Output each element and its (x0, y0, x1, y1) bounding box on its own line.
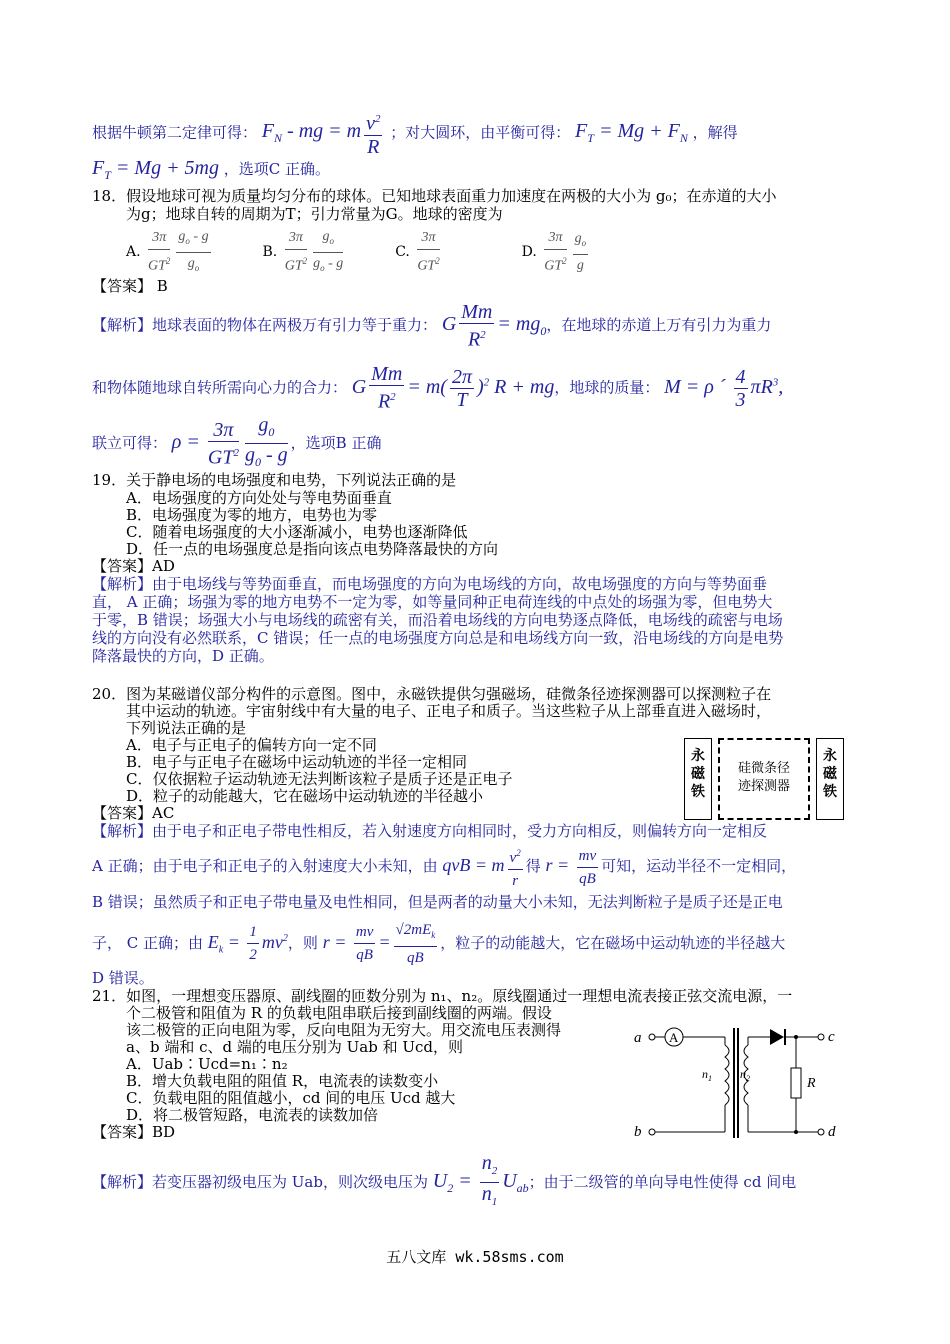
q18-exp3b: ，选项B 正确 (290, 434, 382, 453)
q18-eq-equator: G $\frac{Mm}{R^2}$ = m( $\frac{2\pi}{T}$ )$^2$ R + mg (351, 363, 555, 413)
magnet-left-char: 永 (691, 748, 705, 764)
q20-exp4c: ，粒子的动能越大，它在磁场中运动轨迹的半径越大 (440, 934, 786, 952)
q17-text: 根据牛顿第二定律可得： (92, 123, 258, 142)
q18-option-d[interactable]: D. $\frac{3\pi}{GT^2}$ $\frac{g_o}{g}$ (522, 244, 592, 260)
q21-option-c[interactable]: C．负载电阻的阻值越小，cd 间的电压 Ucd 越大 (126, 1089, 456, 1107)
terminal-c (818, 1034, 824, 1040)
q20-option-a[interactable]: A．电子与正电子的偏转方向一定不同 (126, 736, 377, 754)
q17-line1 (92, 108, 738, 158)
q20-stem1: 20．图为某磁谱仪部分构件的示意图。图中，永磁铁提供匀强磁场，硅微条径迹探测器可以探测粒子在 (92, 685, 772, 703)
q17-line2 (92, 158, 330, 185)
q18-exp-tag: 【解析】 (92, 316, 153, 334)
n2-label: $n_2$ (740, 1067, 750, 1083)
q18-eq-density: ρ = $\frac{3\pi}{GT^2}$ $\frac{g_0}{g_0 - g}$ (171, 414, 288, 469)
q20-eq-energy: $E_k$ = $\frac{1}{2}$ $mv^2$ (208, 932, 288, 952)
q18-stem1: 18．假设地球可视为质量均匀分布的球体。已知地球表面重力加速度在两极的大小为 g₀；在赤道的大小 (92, 187, 777, 205)
q17-eq2: $F_T = Mg + F_N$ (575, 120, 688, 146)
q18-option-b[interactable]: B. $\frac{3\pi}{GT^2}$ $\frac{g_o}{g_o - g}$ (263, 244, 351, 260)
magnet-left-char: 磁 (691, 766, 705, 782)
q20-exp4a: 子， C 正确；由 (92, 934, 204, 952)
q20-eq-radius: r = $\frac{mv}{qB}$ (546, 855, 602, 875)
terminal-d (818, 1129, 824, 1135)
q18-opt-b-label: B. (262, 244, 278, 261)
magnet-right (816, 738, 844, 820)
q17-text: ；对大圆环，由平衡可得： (390, 123, 571, 142)
q19-option-b[interactable]: B．电场强度为零的地方，电势也为零 (126, 506, 378, 524)
q19-stem: 19．关于静电场的电场强度和电势，下列说法正确的是 (92, 471, 457, 489)
q21-stem1: 21．如图，一理想变压器原、副线圈的匝数分别为 n₁、n₂。原线圈通过一理想电流表接正弦交流电源，一 (92, 987, 793, 1005)
q19-answer: 【答案】AD (92, 557, 175, 575)
q19-exp2: 直， A 正确；场强为零的地方电势不一定为零，如等量同种正电荷连线的中点处的场强为零，但电势大 (92, 593, 773, 611)
terminal-a-label: a (634, 1030, 642, 1046)
q18-exp2-text: 和物体随地球自转所需向心力的合力： (92, 378, 348, 397)
magnet-right-char: 铁 (823, 784, 837, 800)
q19-exp5: 降落最快的方向，D 正确。 (92, 647, 274, 665)
q20-option-b[interactable]: B．电子与正电子在磁场中运动轨迹的半径一定相同 (126, 753, 468, 771)
q19-exp3: 于零，B 错误；场强大小与电场线的疏密有关，而沿着电场线的方向电势逐点降低，电场线的疏密与电场 (92, 611, 783, 629)
q18-answer: 【答案】 B (92, 277, 168, 295)
q20-eq-lorentz: qvB = m $\frac{v^2}{r}$ (442, 855, 525, 875)
terminal-a (649, 1034, 655, 1040)
n1-label: $n_1$ (702, 1067, 712, 1083)
spectrometer-figure (684, 738, 846, 822)
q21-stem4: a、b 端和 c、d 端的电压分别为 Uab 和 Ucd，则 (126, 1038, 463, 1056)
q19-option-a[interactable]: A．电场强度的方向处处与等电势面垂直 (126, 489, 392, 507)
q18-eq-gravity: G $\frac{Mm}{R^2}$ = $mg_0$ (441, 300, 547, 351)
q20-exp2a: A 正确；由于电子和正电子的入射速度大小未知，由 (92, 857, 438, 876)
q20-stem2: 其中运动的轨迹。宇宙射线中有大量的电子、正电子和质子。当这些粒子从上部垂直进入磁场时， (126, 702, 772, 720)
q17-eq3: $F_T = Mg + 5mg$ (92, 157, 220, 182)
q20-answer: 【答案】AC (92, 804, 175, 822)
q21-answer: 【答案】BD (92, 1123, 176, 1141)
terminal-b-label: b (634, 1124, 642, 1140)
q19-option-d[interactable]: D．任一点的电场强度总是指向该点电势降落最快的方向 (126, 540, 499, 558)
terminal-b (649, 1129, 655, 1135)
q20-exp3: B 错误；虽然质子和正电子带电量及电性相同，但是两者的动量大小未知，无法判断粒子是质子还是正电 (92, 893, 783, 911)
q20-eq-radius2: r = $\frac{mv}{qB}$ = $\frac{√2mE_k}{qB}$ (323, 932, 441, 952)
q18-option-c[interactable]: C. $\frac{3\pi}{GT^2}$ (395, 244, 447, 260)
q19-option-c[interactable]: C．随着电场强度的大小逐渐减小，电势也逐渐降低 (126, 523, 468, 541)
q18-exp3-text: 联立可得： (92, 434, 168, 453)
q21-exp (92, 1152, 796, 1216)
q18-stem2: 为g；地球自转的周期为T；引力常量为G。地球的密度为 (126, 205, 503, 223)
magnet-left-char: 铁 (691, 784, 705, 800)
q20-option-c[interactable]: C．仅依据粒子运动轨迹无法判断该粒子是质子还是正电子 (126, 770, 513, 788)
terminal-d-label: d (828, 1124, 836, 1140)
q21-stem3: 该二极管的正向电阻为零，反向电阻为无穷大。用交流电压表测得 (126, 1021, 562, 1039)
q21-exp-a: 【解析】若变压器初级电压为 Uab，则次级电压为 (92, 1173, 428, 1192)
q18-exp3 (92, 414, 381, 473)
q20-stem3: 下列说法正确的是 (126, 719, 247, 737)
q21-stem2: 个二极管和阻值为 R 的负载电阻串联后接到副线圈的两端。假设 (126, 1004, 552, 1022)
q18-opt-d-label: D. (521, 244, 537, 261)
q18-exp1-text: 地球表面的物体在两极万有引力等于重力： (152, 316, 438, 334)
q19-exp4: 线的方向没有必然联系，C 错误；任一点的电场强度方向总是和电场线方向一致，沿电场线的方向是电势 (92, 629, 784, 647)
ammeter-label: A (669, 1030, 679, 1045)
q17-text: ，解得 (692, 123, 738, 142)
q18-options (126, 226, 591, 279)
magnet-right-char: 磁 (823, 766, 837, 782)
detector-label: 迹探测器 (737, 779, 790, 794)
q18-exp1b: ，在地球的赤道上万有引力为重力 (546, 316, 772, 334)
diode-icon (770, 1029, 784, 1045)
primary-coil (725, 1045, 729, 1105)
q21-eq-voltage: $U_2$ = $\frac{n_2}{n_1}$ $U_{ab}$ (432, 1152, 529, 1208)
q21-exp-b: ；由于二级管的单向导电性使得 cd 间电 (528, 1173, 797, 1192)
magnet-left (684, 738, 712, 820)
q18-eq-mass: M = ρ ´ $\frac{4}{3}$ $\pi R^3$, (664, 365, 784, 411)
q20-exp2c: 可知，运动半径不一定相同， (601, 857, 797, 876)
q21-option-b[interactable]: B．增大负载电阻的阻值 R，电流表的读数变小 (126, 1072, 439, 1090)
q21-option-d[interactable]: D．将二极管短路，电流表的读数加倍 (126, 1106, 379, 1124)
q20-exp4 (92, 914, 785, 976)
q20-exp5: D 错误。 (92, 969, 154, 987)
magnet-right-char: 永 (823, 748, 837, 764)
resistor-label: R (807, 1076, 816, 1091)
q20-exp2b: 得 (525, 857, 541, 876)
resistor-icon (791, 1068, 801, 1098)
q18-exp2b: ，地球的质量： (554, 378, 660, 397)
q17-text: ，选项C 正确。 (223, 160, 331, 178)
q18-opt-c-label: C. (395, 244, 410, 261)
detector-box (718, 738, 810, 820)
q18-option-a[interactable]: A. $\frac{3\pi}{GT^2}$ $\frac{g_o - g}{g_o}$ (126, 244, 218, 260)
q18-exp2 (92, 356, 783, 414)
transformer-circuit-figure (630, 1020, 840, 1145)
q20-exp4b: ，则 (287, 934, 318, 952)
terminal-c-label: c (828, 1029, 835, 1045)
q20-exp1: 【解析】由于电子和正电子带电性相反，若入射速度方向相同时，受力方向相反，则偏转方向一定相反 (92, 822, 768, 840)
q18-opt-a-label: A. (126, 244, 141, 261)
detector-label: 硅微条径 (737, 761, 790, 776)
q20-exp2 (92, 842, 796, 892)
q20-option-d[interactable]: D．粒子的动能越大，它在磁场中运动轨迹的半径越小 (126, 787, 484, 805)
q19-exp1: 【解析】由于电场线与等势面垂直，而电场强度的方向为电场线的方向，故电场强度的方向与等势面垂 (92, 575, 768, 593)
q17-eq1: $F_N$ - mg = m $\frac{v^2}{R}$ (262, 120, 386, 142)
page-footer: 五八文库 wk.58sms.com (386, 1248, 564, 1266)
q18-exp1 (92, 300, 771, 355)
q21-option-a[interactable]: A．Uab∶Ucd=n₁∶n₂ (126, 1055, 288, 1073)
